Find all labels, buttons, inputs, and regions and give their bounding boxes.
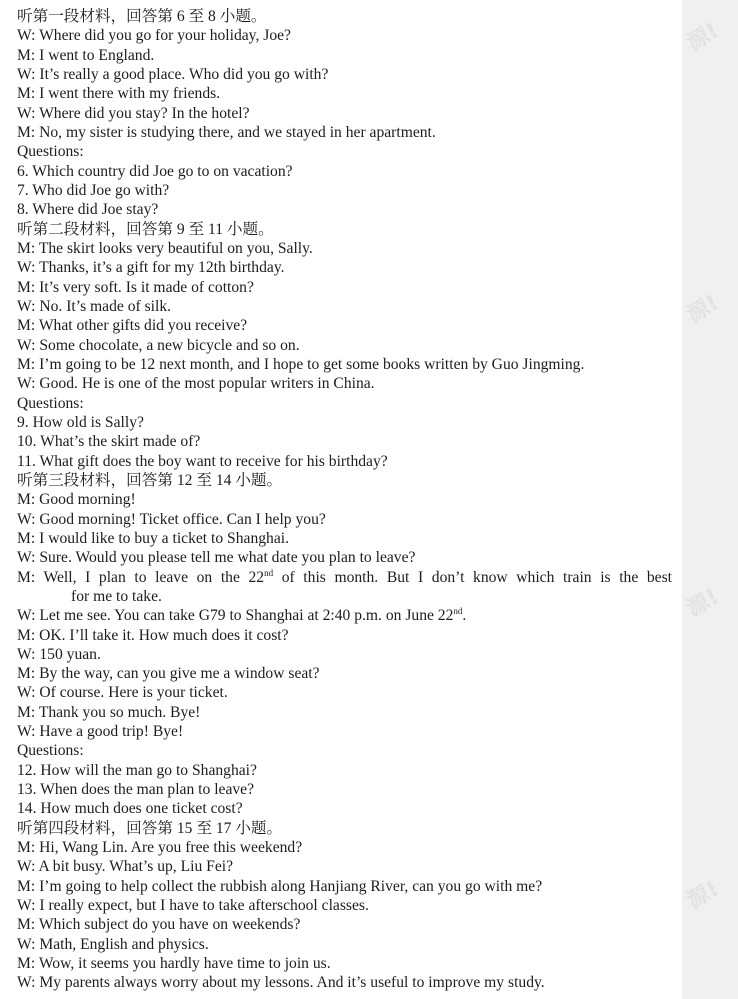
dialogue-line: W: Where did you go for your holiday, Joe?: [17, 27, 291, 45]
page-margin-strip: [682, 0, 738, 999]
dialogue-line: M: OK. I’ll take it. How much does it cost?: [17, 626, 289, 644]
dialogue-line: W: Where did you stay? In the hotel?: [17, 104, 250, 122]
dialogue-line: M: Which subject do you have on weekends?: [17, 916, 301, 934]
ordinal-suffix: nd: [453, 606, 463, 617]
watermark: 源!: [682, 290, 724, 329]
dialogue-line: W: Math, English and physics.: [17, 935, 209, 953]
line-text: of this month. But I don’t know which train is the best: [273, 568, 672, 586]
line-text: M: Well, I plan to leave on the 22: [17, 568, 265, 586]
section-heading: 听第四段材料，回答第 15 至 17 小题。: [17, 819, 283, 837]
watermark: 源!: [682, 876, 724, 915]
dialogue-line: M: I would like to buy a ticket to Shanghai.: [17, 529, 289, 547]
dialogue-line: M: I’m going to help collect the rubbish along Hanjiang River, can you go with me?: [17, 877, 543, 895]
questions-label: Questions:: [17, 742, 84, 760]
section-heading: 听第一段材料，回答第 6 至 8 小题。: [17, 8, 267, 25]
dialogue-line: W: Sure. Would you please tell me what date you plan to leave?: [17, 549, 416, 567]
dialogue-line: W: 150 yuan.: [17, 645, 101, 663]
dialogue-line: W: My parents always worry about my lessons. And it’s useful to improve my study.: [17, 974, 545, 992]
line-text: .: [462, 607, 467, 625]
dialogue-line: [17, 568, 672, 587]
dialogue-line: M: I went to England.: [17, 46, 155, 64]
dialogue-line: M: By the way, can you give me a window seat?: [17, 665, 320, 683]
question: 6. Which country did Joe go to on vacation?: [17, 162, 293, 180]
section-heading: 听第二段材料，回答第 9 至 11 小题。: [17, 220, 274, 238]
dialogue-line: W: Good morning! Ticket office. Can I help you?: [17, 510, 326, 528]
dialogue-line: M: It’s very soft. Is it made of cotton?: [17, 278, 254, 296]
question: 11. What gift does the boy want to receive for his birthday?: [17, 452, 388, 470]
question: 10. What’s the skirt made of?: [17, 433, 201, 451]
question: 12. How will the man go to Shanghai?: [17, 761, 257, 779]
dialogue-line: [17, 606, 672, 625]
dialogue-line-continuation: for me to take.: [71, 587, 162, 605]
dialogue-line: M: Thank you so much. Bye!: [17, 703, 201, 721]
dialogue-line: M: No, my sister is studying there, and we stayed in her apartment.: [17, 123, 436, 141]
dialogue-line: M: The skirt looks very beautiful on you, Sally.: [17, 239, 313, 257]
dialogue-line: W: Some chocolate, a new bicycle and so on.: [17, 336, 300, 354]
dialogue-line: M: Wow, it seems you hardly have time to join us.: [17, 955, 331, 973]
dialogue-line: W: I really expect, but I have to take afterschool classes.: [17, 897, 369, 915]
dialogue-line: M: Good morning!: [17, 491, 136, 509]
questions-label: Questions:: [17, 143, 84, 161]
transcript: [17, 7, 672, 993]
line-text: W: Let me see. You can take G79 to Shanghai at 2:40 p.m. on June 22: [17, 607, 454, 625]
watermark: 源!: [682, 584, 724, 623]
dialogue-line: W: Have a good trip! Bye!: [17, 723, 184, 741]
dialogue-line: M: I’m going to be 12 next month, and I hope to get some books written by Guo Jingming.: [17, 355, 585, 373]
dialogue-line: M: I went there with my friends.: [17, 85, 221, 103]
question: 9. How old is Sally?: [17, 413, 144, 431]
questions-label: Questions:: [17, 394, 84, 412]
question: 14. How much does one ticket cost?: [17, 800, 243, 818]
question: 13. When does the man plan to leave?: [17, 781, 255, 799]
dialogue-line: W: A bit busy. What’s up, Liu Fei?: [17, 858, 233, 876]
question: 7. Who did Joe go with?: [17, 181, 170, 199]
dialogue-line: W: Good. He is one of the most popular writers in China.: [17, 375, 375, 393]
section-heading: 听第三段材料，回答第 12 至 14 小题。: [17, 471, 283, 489]
dialogue-line: W: No. It’s made of silk.: [17, 297, 172, 315]
dialogue-line: W: Thanks, it’s a gift for my 12th birthday.: [17, 259, 285, 277]
watermark: 源!: [682, 18, 724, 57]
dialogue-line: M: Hi, Wang Lin. Are you free this weekend?: [17, 839, 303, 857]
dialogue-line: W: It’s really a good place. Who did you go with?: [17, 65, 329, 83]
dialogue-line: W: Of course. Here is your ticket.: [17, 684, 228, 702]
dialogue-line: M: What other gifts did you receive?: [17, 317, 248, 335]
question: 8. Where did Joe stay?: [17, 201, 159, 219]
ordinal-suffix: nd: [264, 567, 274, 578]
